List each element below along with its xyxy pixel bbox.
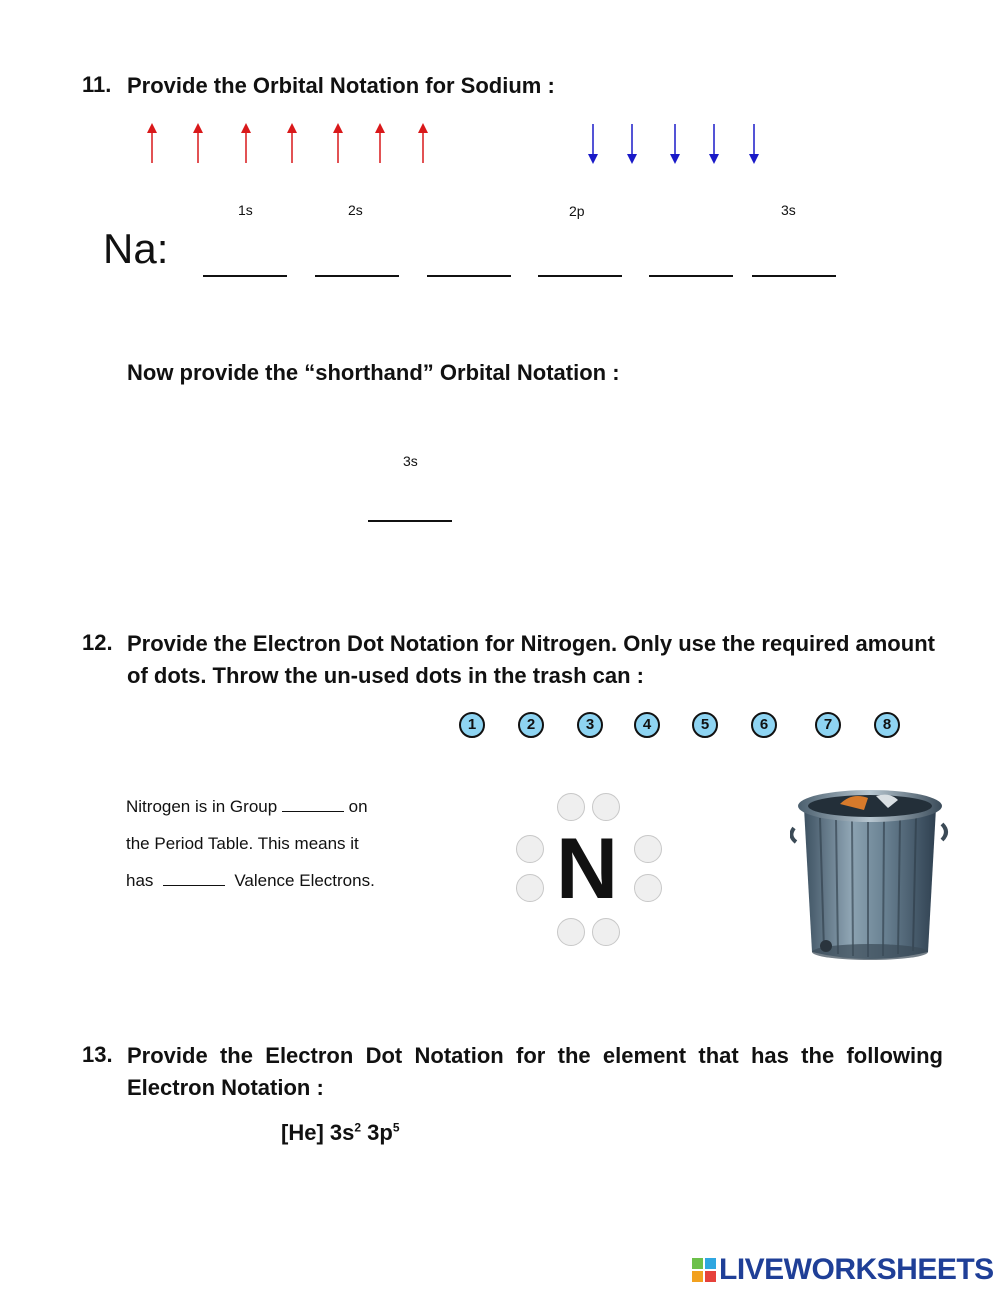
orbital-blank-2p-x[interactable] xyxy=(427,275,511,277)
dot-slot-bottom-left[interactable] xyxy=(557,918,585,946)
up-arrow-icon[interactable] xyxy=(146,123,158,163)
orbital-blank-2p-y[interactable] xyxy=(538,275,622,277)
group-blank[interactable] xyxy=(282,795,344,812)
orbital-blank-2p-z[interactable] xyxy=(649,275,733,277)
dot-slot-left-bottom[interactable] xyxy=(516,874,544,902)
up-arrow-icon[interactable] xyxy=(192,123,204,163)
sentence-line2: the Period Table. This means it xyxy=(126,834,359,853)
logo-mark-icon xyxy=(691,1257,717,1283)
orbital-label-2s: 2s xyxy=(348,202,363,218)
electron-dot-3[interactable]: 3 xyxy=(577,712,603,738)
valence-blank[interactable] xyxy=(163,869,225,886)
down-arrow-icon[interactable] xyxy=(587,124,599,164)
orbital-blank-3s[interactable] xyxy=(752,275,836,277)
orbital-label-1s: 1s xyxy=(238,202,253,218)
config-p-exponent: 5 xyxy=(392,1120,400,1135)
dot-slot-left-top[interactable] xyxy=(516,835,544,863)
question-12-number: 12. xyxy=(82,630,113,655)
dot-slot-top-right[interactable] xyxy=(592,793,620,821)
sentence-line1-before: Nitrogen is in Group xyxy=(126,797,278,816)
question-13-number: 13. xyxy=(82,1042,113,1067)
up-arrow-icon[interactable] xyxy=(240,123,252,163)
down-arrow-icon[interactable] xyxy=(748,124,760,164)
down-arrow-icon[interactable] xyxy=(708,124,720,164)
electron-dot-5[interactable]: 5 xyxy=(692,712,718,738)
sentence-line3-before: has xyxy=(126,871,154,890)
electron-dot-2[interactable]: 2 xyxy=(518,712,544,738)
dot-slot-right-top[interactable] xyxy=(634,835,662,863)
orbital-label-3s: 3s xyxy=(781,202,796,218)
element-letter-n: N xyxy=(556,821,619,917)
orbital-blank-2s[interactable] xyxy=(315,275,399,277)
dot-slot-bottom-right[interactable] xyxy=(592,918,620,946)
nitrogen-sentence xyxy=(126,788,426,899)
electron-dot-1[interactable]: 1 xyxy=(459,712,485,738)
logo-text: LIVEWORKSHEETS xyxy=(719,1253,994,1286)
up-arrow-icon[interactable] xyxy=(286,123,298,163)
question-11-prompt: Provide the Orbital Notation for Sodium : xyxy=(127,73,555,98)
config-mid: 3p xyxy=(361,1120,393,1145)
element-symbol-na: Na: xyxy=(103,225,169,272)
liveworksheets-logo xyxy=(691,1253,994,1286)
question-11-number: 11. xyxy=(82,72,112,97)
electron-configuration xyxy=(281,1120,400,1146)
up-arrow-icon[interactable] xyxy=(417,123,429,163)
trash-can-icon[interactable] xyxy=(790,784,950,984)
shorthand-prompt: Now provide the “shorthand” Orbital Notation : xyxy=(127,360,620,385)
shorthand-orbital-label: 3s xyxy=(403,453,418,469)
down-arrow-icon[interactable] xyxy=(669,124,681,164)
shorthand-blank-3s[interactable] xyxy=(368,520,452,522)
orbital-blank-1s[interactable] xyxy=(203,275,287,277)
sentence-line1-after: on xyxy=(348,797,368,816)
up-arrow-icon[interactable] xyxy=(374,123,386,163)
dot-slot-top-left[interactable] xyxy=(557,793,585,821)
config-prefix: [He] 3s xyxy=(281,1120,355,1145)
orbital-label-2p: 2p xyxy=(569,203,585,219)
electron-dot-7[interactable]: 7 xyxy=(815,712,841,738)
electron-dot-4[interactable]: 4 xyxy=(634,712,660,738)
question-12-prompt: Provide the Electron Dot Notation for Nitrogen. Only use the required amount of dots. Throw the un-used dots in the trash can : xyxy=(127,631,935,688)
up-arrow-icon[interactable] xyxy=(332,123,344,163)
question-13-prompt: Provide the Electron Dot Notation for the element that has the following Electron Notation : xyxy=(127,1043,943,1100)
dot-slot-right-bottom[interactable] xyxy=(634,874,662,902)
sentence-line3-after: Valence Electrons. xyxy=(234,871,375,890)
electron-dot-6[interactable]: 6 xyxy=(751,712,777,738)
electron-dot-8[interactable]: 8 xyxy=(874,712,900,738)
down-arrow-icon[interactable] xyxy=(626,124,638,164)
config-s-exponent: 2 xyxy=(354,1120,362,1135)
